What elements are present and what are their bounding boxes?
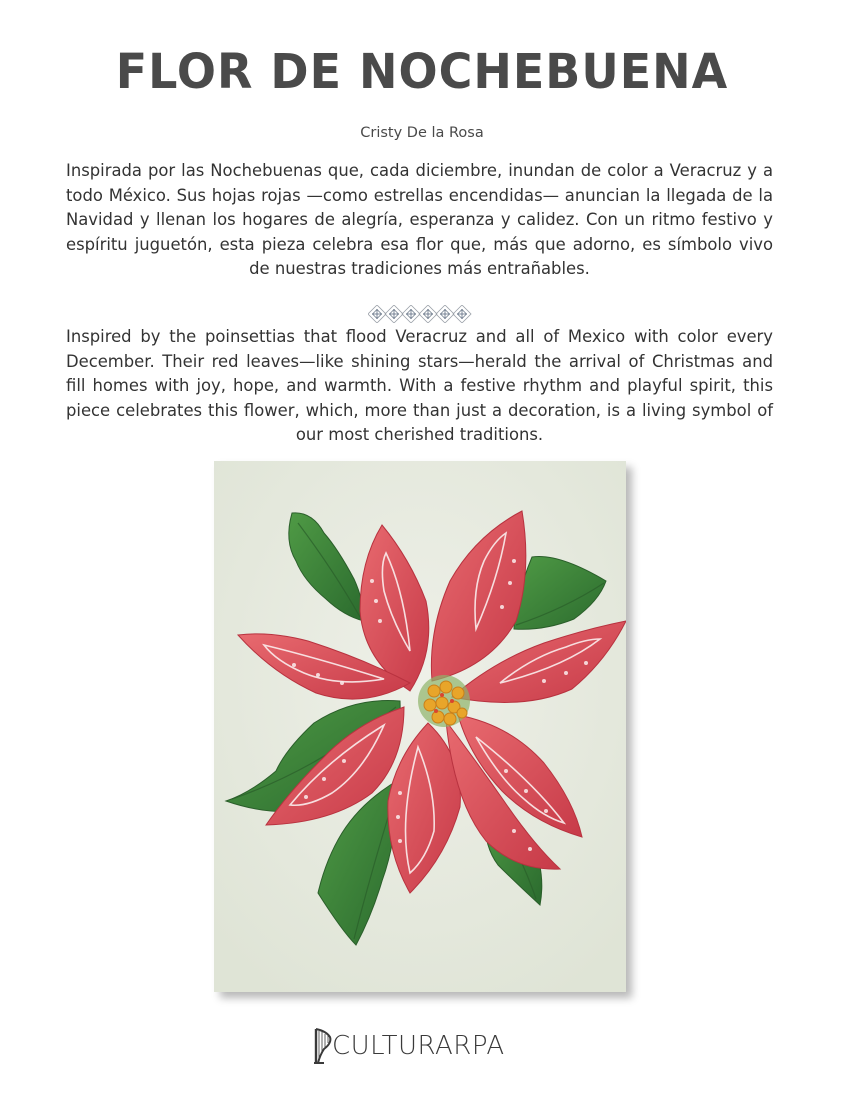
- cross-stitch-ornament-icon: [368, 305, 472, 323]
- logo-wordmark: CULTURARPA: [332, 1031, 505, 1061]
- author-name: Cristy De la Rosa: [360, 125, 484, 141]
- page-title: FLOR DE NOCHEBUENA: [115, 42, 729, 100]
- poinsettia-illustration: [214, 461, 626, 992]
- harp-icon: [312, 1027, 334, 1065]
- culturarpa-logo: [312, 1024, 532, 1068]
- poinsettia-painting: [214, 461, 626, 992]
- description-spanish: Inspirada por las Nochebuenas que, cada diciembre, inundan de color a Veracruz y a todo México. Sus hojas rojas —como estrellas encendidas— anuncian la llegada de la Navidad y llenan los hogares de alegría, esperanza y calidez. Con un ritmo festivo y espíritu juguetón, esta pieza celebra esa flor que, más que adorno, es símbolo vivo de nuestras tradiciones más entrañables.: [66, 161, 773, 278]
- description-english: Inspired by the poinsettias that flood Veracruz and all of Mexico with color every December. Their red leaves—like shining stars—herald the arrival of Christmas and fill homes with joy, hope, and warmth. With a festive rhythm and playful spirit, this piece celebrates this flower, which, more than just a decoration, is a living symbol of our most cherished traditions.: [66, 327, 773, 444]
